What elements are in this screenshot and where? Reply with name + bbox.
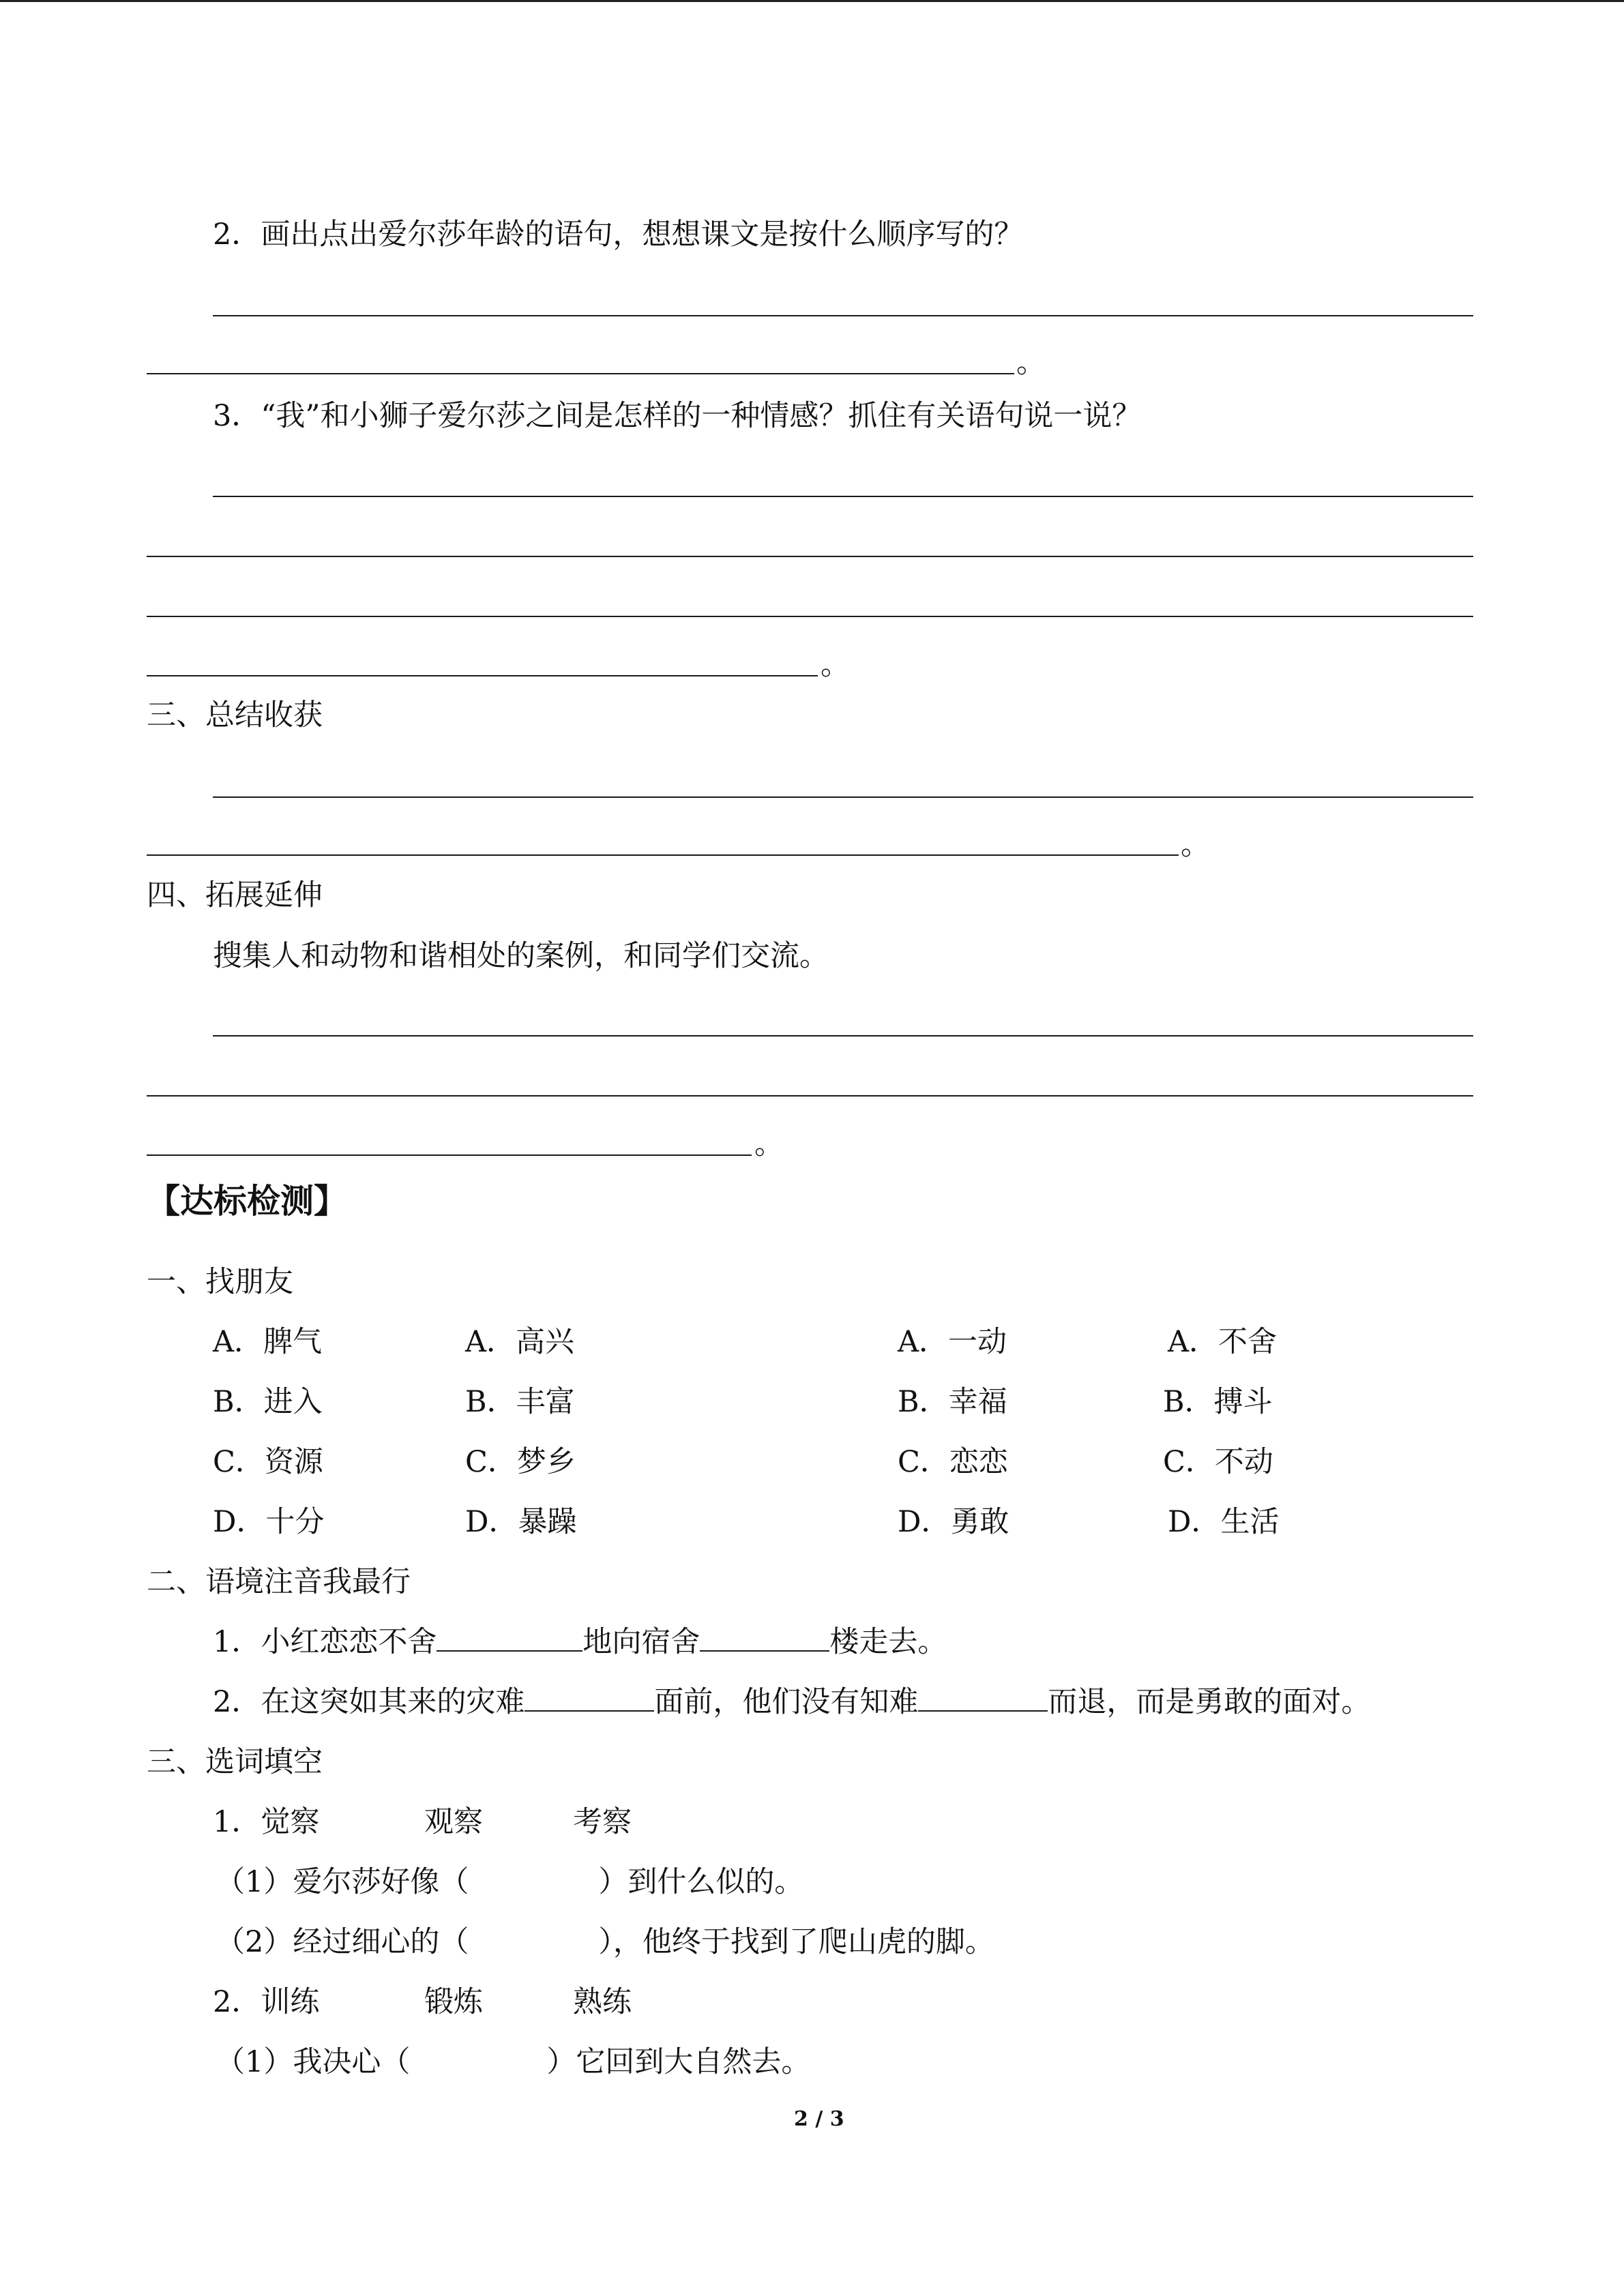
page-top-border [0,0,1624,2]
pinyin-text: 1．小红恋恋不舍 [213,1625,437,1659]
answer-line[interactable] [213,315,1473,316]
match-option: D．勇敢 [898,1505,1009,1539]
word-choice-2: 锻炼 [424,1985,483,2019]
pinyin-section-title: 二、语境注音我最行 [147,1565,411,1599]
answer-line[interactable] [147,373,1014,374]
answer-line[interactable] [147,675,818,676]
match-option: C．资源 [213,1445,323,1479]
pinyin-text: 地向宿舍 [582,1625,700,1659]
word-choice-1: 观察 [424,1805,483,1839]
pinyin-blank[interactable] [918,1683,1048,1712]
answer-line[interactable] [213,796,1473,798]
extension-title: 四、拓展延伸 [147,878,323,912]
pinyin-text: 楼走去。 [829,1625,947,1659]
fill-text: （1）爱尔莎好像（ [216,1865,469,1899]
match-option: D．十分 [213,1505,325,1539]
fill-section-title: 三、选词填空 [147,1745,323,1779]
end-mark: 。 [1181,828,1210,862]
summary-title: 三、总结收获 [147,698,323,732]
end-mark: 。 [821,648,850,682]
fill-text: （2）经过细心的（ [216,1925,469,1959]
answer-line[interactable] [147,1095,1473,1097]
match-option: B．进入 [213,1385,323,1419]
word-choice-2: 2．训练 [213,1985,320,2019]
fill-text: （1）我决心（ [216,2045,411,2079]
match-option: A．高兴 [465,1325,575,1359]
end-mark: 。 [754,1127,784,1161]
match-option: B．搏斗 [1163,1385,1273,1419]
match-option: D．生活 [1168,1505,1280,1539]
match-option: B．丰富 [465,1385,575,1419]
word-choice-2: 熟练 [573,1985,632,2019]
answer-line[interactable] [213,496,1473,497]
pinyin-blank[interactable] [437,1623,582,1652]
answer-line[interactable] [147,1154,752,1156]
answer-line[interactable] [147,854,1179,856]
match-section-title: 一、找朋友 [147,1265,293,1299]
extension-text: 搜集人和动物和谐相处的案例，和同学们交流。 [213,939,829,973]
question-2: 2．画出点出爱尔莎年龄的语句，想想课文是按什么顺序写的？ [213,218,1024,252]
answer-line[interactable] [213,1035,1473,1037]
question-3: 3．“我”和小狮子爱尔莎之间是怎样的一种情感？抓住有关语句说一说？ [213,399,1142,433]
answer-line[interactable] [147,556,1473,557]
match-option: A．不舍 [1168,1325,1278,1359]
match-option: A．一动 [898,1325,1007,1359]
pinyin-text: 而退，而是勇敢的面对。 [1048,1685,1371,1719]
fill-text: ）它回到大自然去。 [546,2045,811,2079]
pinyin-blank[interactable] [700,1623,829,1652]
word-choice-1: 考察 [573,1805,632,1839]
match-option: C．不动 [1163,1445,1273,1479]
pinyin-blank[interactable] [525,1683,654,1712]
match-option: C．梦乡 [465,1445,576,1479]
test-heading: 【达标检测】 [147,1182,348,1221]
pinyin-line-1 [213,1623,947,1661]
match-option: B．幸福 [898,1385,1007,1419]
fill-sentence [216,2043,810,2081]
match-option: C．恋恋 [898,1445,1008,1479]
answer-line[interactable] [147,616,1473,617]
pinyin-line-2 [213,1683,1370,1721]
word-choice-1: 1．觉察 [213,1805,320,1839]
fill-text: ）到什么似的。 [598,1865,804,1899]
pinyin-text: 面前，他们没有知难 [654,1685,919,1719]
match-option: A．脾气 [213,1325,323,1359]
match-option: D．暴躁 [465,1505,577,1539]
page-number: 2 / 3 [794,2107,844,2131]
pinyin-text: 2．在这突如其来的灾难 [213,1685,525,1719]
fill-sentence [216,1923,994,1961]
fill-text: ），他终于找到了爬山虎的脚。 [598,1925,994,1959]
fill-sentence [216,1863,803,1901]
end-mark: 。 [1016,346,1046,380]
